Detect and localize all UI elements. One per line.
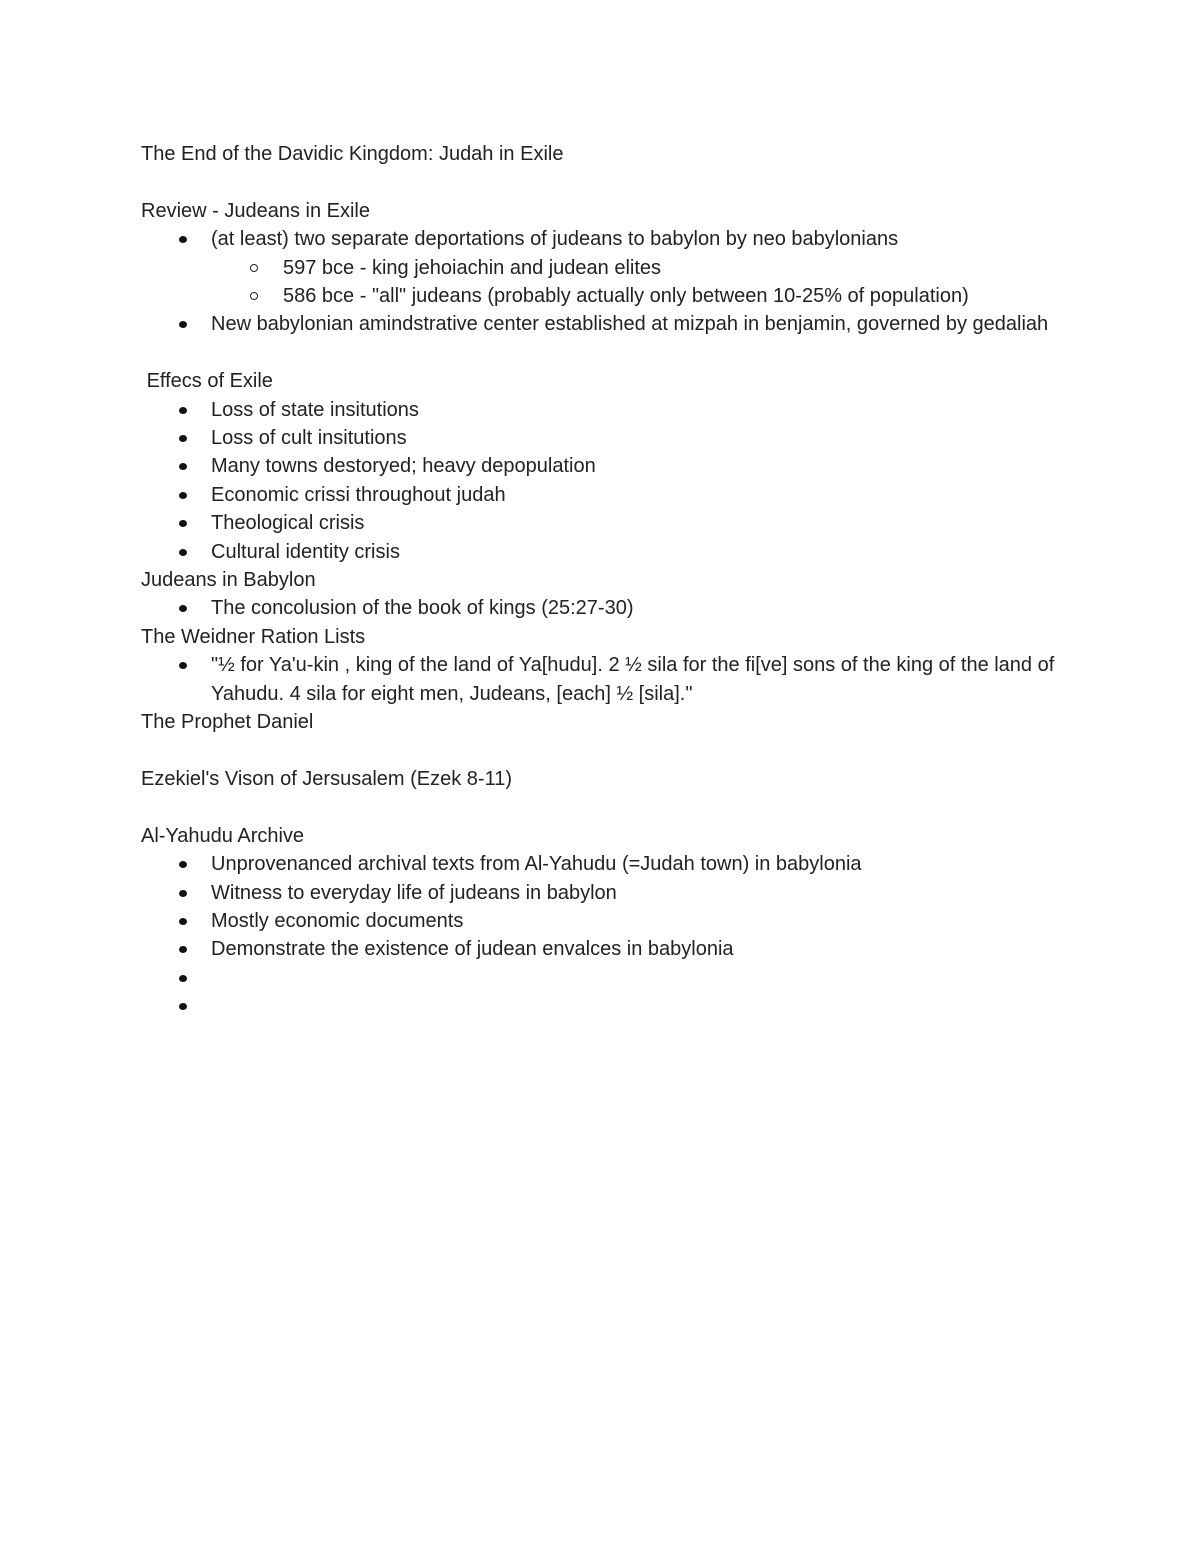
section-heading-judeans-in-babylon: Judeans in Babylon — [141, 569, 316, 592]
document-title: The End of the Davidic Kingdom: Judah in Exile — [141, 143, 564, 165]
list-item: The concolusion of the book of kings (25:27-30) — [141, 594, 1081, 622]
review-list — [141, 225, 1081, 339]
blank-line — [141, 737, 1081, 765]
section-heading-ezekiel: Ezekiel's Vison of Jersusalem (Ezek 8-11) — [141, 767, 513, 790]
section-heading-daniel: The Prophet Daniel — [141, 711, 314, 734]
al-yahudu-list — [141, 850, 1081, 1020]
list-item: Demonstrate the existence of judean envalces in babylonia — [141, 935, 1081, 963]
document-page — [141, 140, 1081, 1021]
section-heading-effects: Effecs of Exile — [141, 370, 273, 393]
list-item: Many towns destoryed; heavy depopulation — [141, 452, 1081, 480]
list-item: Loss of state insitutions — [141, 396, 1081, 424]
sub-list-item: 586 bce - "all" judeans (probably actually only between 10-25% of population) — [141, 282, 1081, 310]
list-item: "½ for Ya'u-kin , king of the land of Ya[hudu]. 2 ½ sila for the fi[ve] sons of the king of the land of Yahudu. 4 sila for eight men, Judeans, [each] ½ [sila]." — [141, 651, 1081, 708]
list-item: Theological crisis — [141, 509, 1081, 537]
sub-list-item: 597 bce - king jehoiachin and judean elites — [141, 254, 1081, 282]
list-item: Cultural identity crisis — [141, 538, 1081, 566]
empty-list-item — [141, 964, 1081, 992]
section-heading-weidner: The Weidner Ration Lists — [141, 625, 366, 648]
list-item: Loss of cult insitutions — [141, 424, 1081, 452]
section-heading-review: Review - Judeans in Exile — [141, 199, 370, 222]
effects-list — [141, 396, 1081, 566]
list-item: (at least) two separate deportations of judeans to babylon by neo babylonians — [141, 225, 1081, 253]
section-heading-al-yahudu: Al-Yahudu Archive — [141, 824, 305, 847]
blank-line — [141, 168, 1081, 196]
list-item: Witness to everyday life of judeans in babylon — [141, 879, 1081, 907]
list-item: Mostly economic documents — [141, 907, 1081, 935]
list-item: Unprovenanced archival texts from Al-Yahudu (=Judah town) in babylonia — [141, 850, 1081, 878]
empty-list-item — [141, 992, 1081, 1020]
list-item: Economic crissi throughout judah — [141, 481, 1081, 509]
blank-line — [141, 793, 1081, 821]
blank-line — [141, 339, 1081, 367]
list-item: New babylonian amindstrative center established at mizpah in benjamin, governed by gedaliah — [141, 310, 1081, 338]
weidner-list — [141, 651, 1081, 708]
babylon-list — [141, 594, 1081, 622]
